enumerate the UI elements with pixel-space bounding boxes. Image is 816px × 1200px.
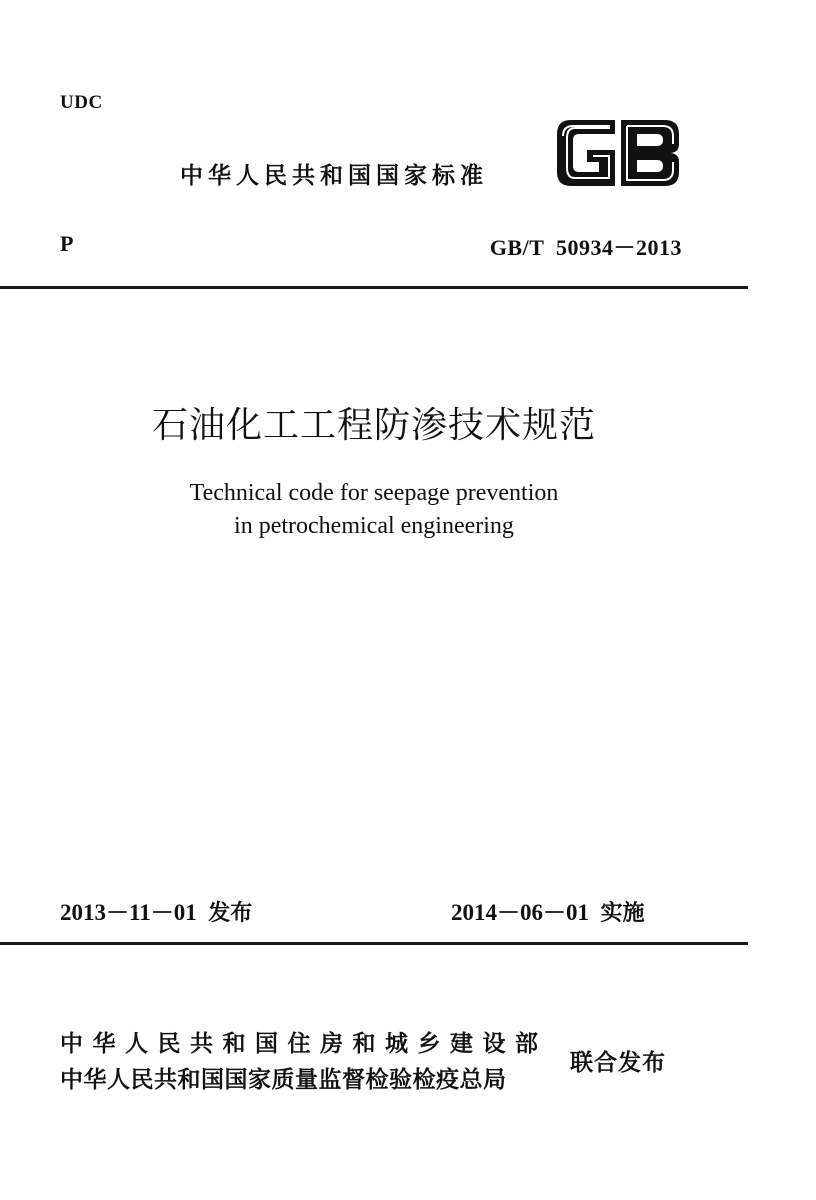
joint-issue-label: 联合发布 xyxy=(570,1050,666,1076)
implement-date-block xyxy=(451,894,645,927)
standard-name: 中华人民共和国国家标准 xyxy=(180,163,488,189)
udc-label: UDC xyxy=(60,92,103,113)
title-english-line2: in petrochemical engineering xyxy=(234,513,514,539)
issuer-quality-administration: 中华人民共和国国家质量监督检验检疫总局 xyxy=(60,1067,507,1093)
issuer-block xyxy=(60,1026,548,1098)
title-english xyxy=(0,477,748,543)
bottom-divider xyxy=(0,942,748,945)
gb-logo xyxy=(553,116,683,190)
top-divider xyxy=(0,286,748,289)
category-code: P xyxy=(60,231,74,256)
implement-label: 实施 xyxy=(600,901,645,926)
title-english-line1: Technical code for seepage prevention xyxy=(189,480,559,506)
issue-label: 发布 xyxy=(208,901,253,926)
issue-date: 2013－11－01 xyxy=(60,900,197,925)
standard-number: GB/T 50934－2013 xyxy=(489,235,682,260)
issue-date-block xyxy=(60,894,252,927)
issuer-ministry-housing: 中华人民共和国住房和城乡建设部 xyxy=(60,1031,548,1057)
implement-date: 2014－06－01 xyxy=(451,900,589,925)
title-chinese: 石油化工工程防渗技术规范 xyxy=(151,405,596,446)
